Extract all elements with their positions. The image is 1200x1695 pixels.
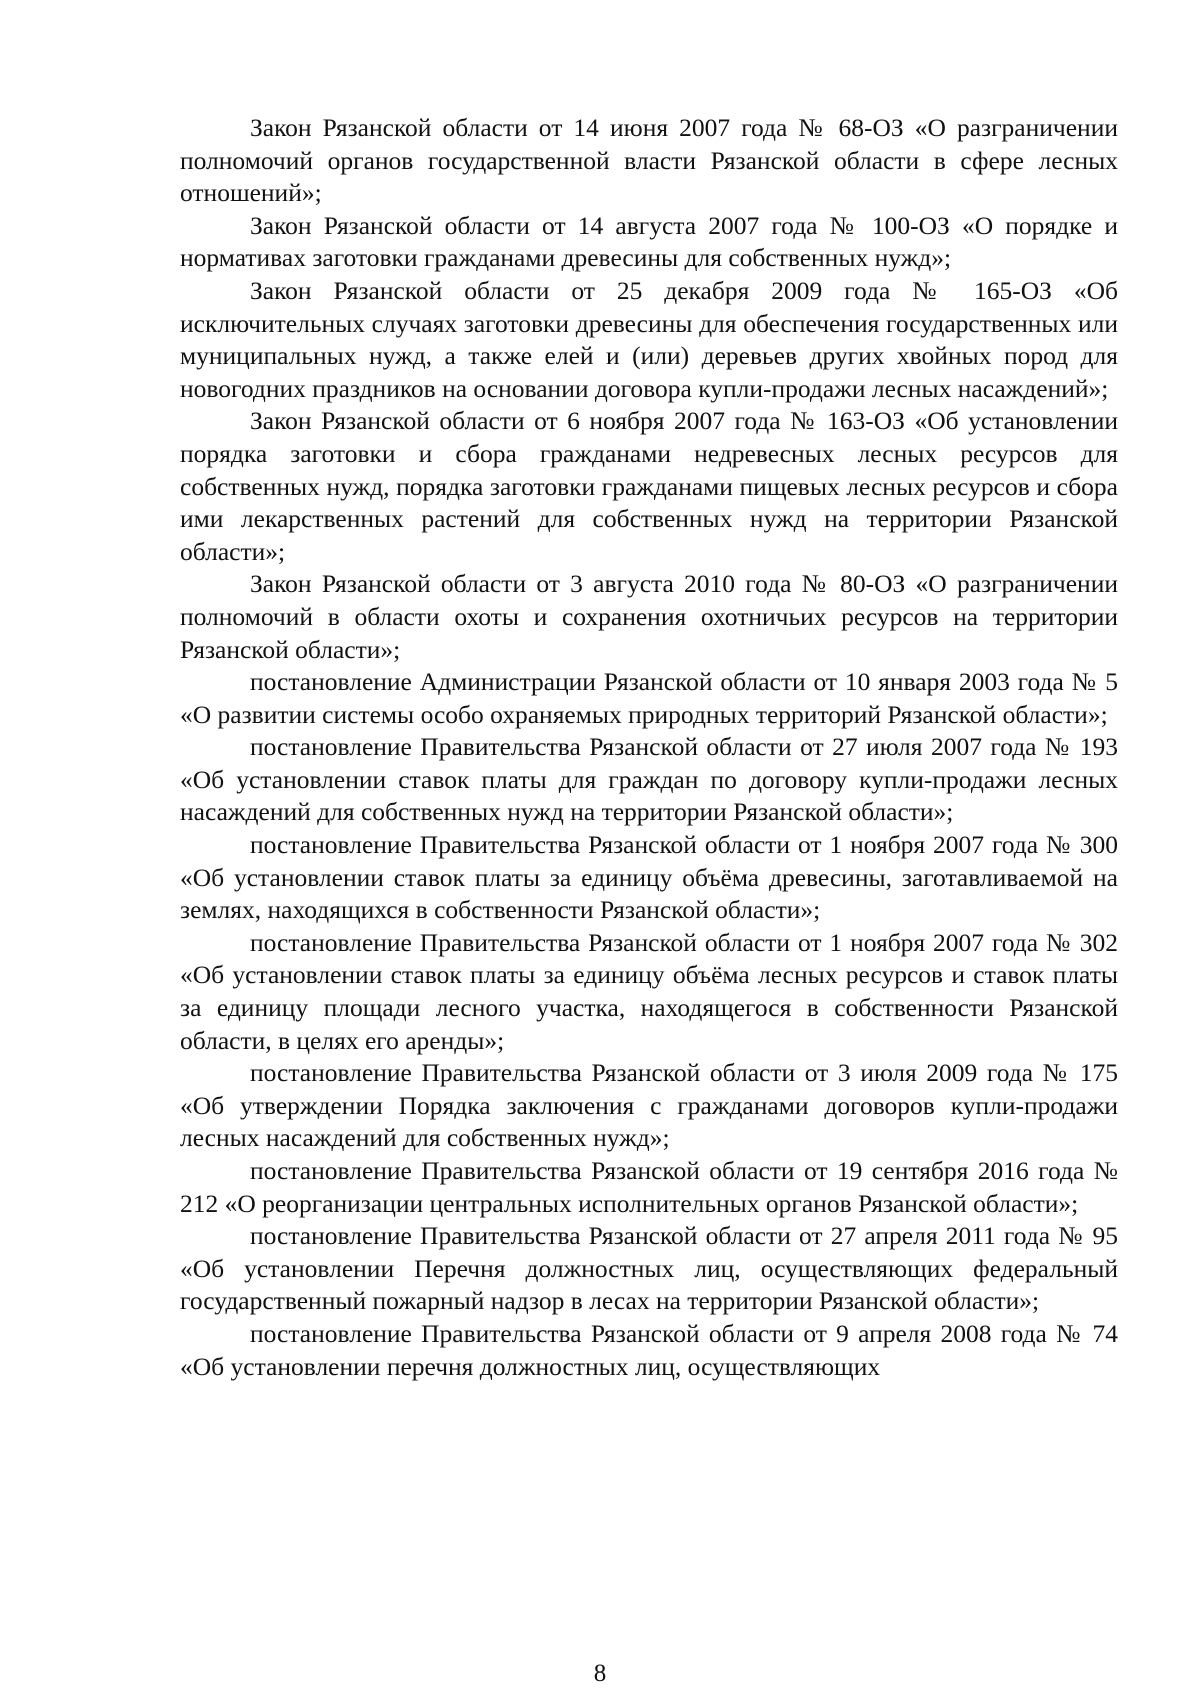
paragraph-law-80-oz: Закон Рязанской области от 3 августа 2010 года № 80-ОЗ «О разграничении полномочий в области охоты и сохранения охотничьих ресурсов на территории Рязанской области»; xyxy=(180,569,1118,664)
paragraph-resolution-5: постановление Администрации Рязанской области от 10 января 2003 года № 5 «О развитии системы особо охраняемых природных территорий Рязанской области»; xyxy=(180,667,1118,729)
paragraph-law-165-oz: Закон Рязанской области от 25 декабря 2009 года № 165-ОЗ «Об исключительных случаях заготовки древесины для обеспечения государственных или муниципальных нужд, а также елей и (или) деревьев других хвойных пород для новогодних праздников на основании договора купли-продажи лесных насаждений»; xyxy=(180,275,1118,403)
paragraph-resolution-300: постановление Правительства Рязанской области от 1 ноября 2007 года № 300 «Об установлении ставок платы за единицу объёма древесины, заготавливаемой на землях, находящихся в собственности Рязанской области»; xyxy=(180,830,1118,925)
paragraph-resolution-74: постановление Правительства Рязанской области от 9 апреля 2008 года № 74 «Об установлении перечня должностных лиц, осуществляющих xyxy=(180,1318,1118,1381)
paragraph-law-68-oz: Закон Рязанской области от 14 июня 2007 года № 68-ОЗ «О разграничении полномочий органов государственной власти Рязанской области в сфере лесных отношений»; xyxy=(180,113,1118,208)
paragraph-resolution-212: постановление Правительства Рязанской области от 19 сентября 2016 года № 212 «О реорганизации центральных исполнительных органов Рязанской области»; xyxy=(180,1156,1118,1218)
paragraph-resolution-95: постановление Правительства Рязанской области от 27 апреля 2011 года № 95 «Об установлении Перечня должностных лиц, осуществляющих федеральный государственный пожарный надзор в лесах на территории Рязанской области»; xyxy=(180,1221,1118,1316)
paragraph-resolution-302: постановление Правительства Рязанской области от 1 ноября 2007 года № 302 «Об установлении ставок платы за единицу объёма лесных ресурсов и ставок платы за единицу площади лесного участка, находящегося в собственности Рязанской области, в целях его аренды»; xyxy=(180,927,1118,1055)
paragraph-law-100-oz: Закон Рязанской области от 14 августа 2007 года № 100-ОЗ «О порядке и нормативах заготовки гражданами древесины для собственных нужд»; xyxy=(180,210,1118,273)
paragraph-resolution-175: постановление Правительства Рязанской области от 3 июля 2009 года № 175 «Об утверждении Порядка заключения с гражданами договоров купли-продажи лесных насаждений для собственных нужд»; xyxy=(180,1058,1118,1153)
paragraph-law-163-oz: Закон Рязанской области от 6 ноября 2007 года № 163-ОЗ «Об установлении порядка заготовки и сбора гражданами недревесных лесных ресурсов для собственных нужд, порядка заготовки гражданами пищевых лесных ресурсов и сбора ими лекарственных растений для собственных нужд на территории Рязанской области»; xyxy=(180,406,1118,566)
document-body xyxy=(180,112,1118,1383)
page-number: 8 xyxy=(593,1660,607,1687)
paragraph-resolution-193: постановление Правительства Рязанской области от 27 июля 2007 года № 193 «Об установлении ставок платы для граждан по договору купли-продажи лесных насаждений для собственных нужд на территории Рязанской области»; xyxy=(180,732,1118,827)
